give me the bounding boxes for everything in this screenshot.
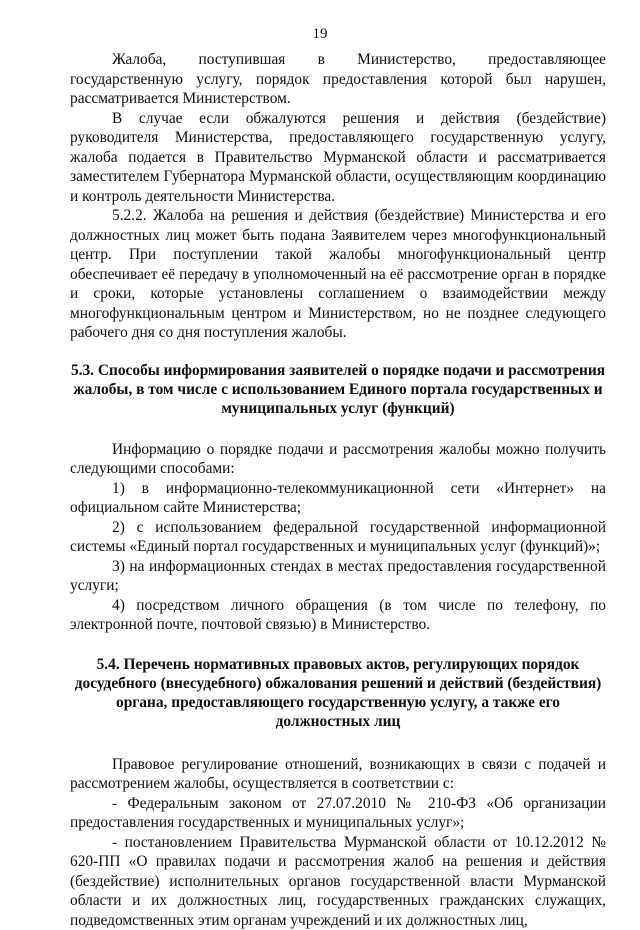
list-item: - Федеральным законом от 27.07.2010 № 210-ФЗ «Об организации предоставления государственных и муниципальных услуг»; [70,794,606,833]
page-number: 19 [0,26,640,43]
paragraph: В случае если обжалуются решения и действия (бездействие) руководителя Министерства, предоставляющего государственную услугу, жалоба подается в Правительство Мурманской области и рассматривается заместителем Губернатора Мурманской области, осуществляющим координацию и контроль деятельности Министерства. [70,109,606,207]
section-heading-5-4: 5.4. Перечень нормативных правовых актов, регулирующих порядок досудебного (внесудебного) обжалования решений и действий (бездействия) органа, предоставляющего государственную услугу, а также его должностных лиц [70,655,606,731]
section-heading-5-3: 5.3. Способы информирования заявителей о порядке подачи и рассмотрения жалобы, в том числе с использованием Единого портала государственных и муниципальных услуг (функций) [70,361,606,418]
page-content [70,50,606,930]
paragraph: 5.2.2. Жалоба на решения и действия (бездействие) Министерства и его должностных лиц может быть подана Заявителем через многофункциональный центр. При поступлении такой жалобы многофункциональный центр обеспечивает её передачу в уполномоченный на её рассмотрение орган в порядке и сроки, которые установлены соглашением о взаимодействии между многофункциональным центром и Министерством, но не позднее следующего рабочего дня со дня поступления жалобы. [70,206,606,343]
list-item: 2) с использованием федеральной государственной информационной системы «Единый портал государственных и муниципальных услуг (функций)»; [70,518,606,557]
list-item: 4) посредством личного обращения (в том числе по телефону, по электронной почте, почтовой связью) в Министерство. [70,596,606,635]
paragraph: Правовое регулирование отношений, возникающих в связи с подачей и рассмотрением жалобы, осуществляется в соответствии с: [70,755,606,794]
paragraph: Информацию о порядке подачи и рассмотрения жалобы можно получить следующими способами: [70,440,606,479]
list-item: - постановлением Правительства Мурманской области от 10.12.2012 № 620-ПП «О правилах подачи и рассмотрения жалоб на решения и действия (бездействие) исполнительных органов государственной власти Мурманской области и их должностных лиц, государственных гражданских служащих, подведомственных этим органам учреждений и их должностных лиц, [70,833,606,930]
paragraph: Жалоба, поступившая в Министерство, предоставляющее государственную услугу, порядок предоставления которой был нарушен, рассматривается Министерством. [70,50,606,109]
list-item: 1) в информационно-телекоммуникационной сети «Интернет» на официальном сайте Министерства; [70,479,606,518]
list-item: 3) на информационных стендах в местах предоставления государственной услуги; [70,557,606,596]
